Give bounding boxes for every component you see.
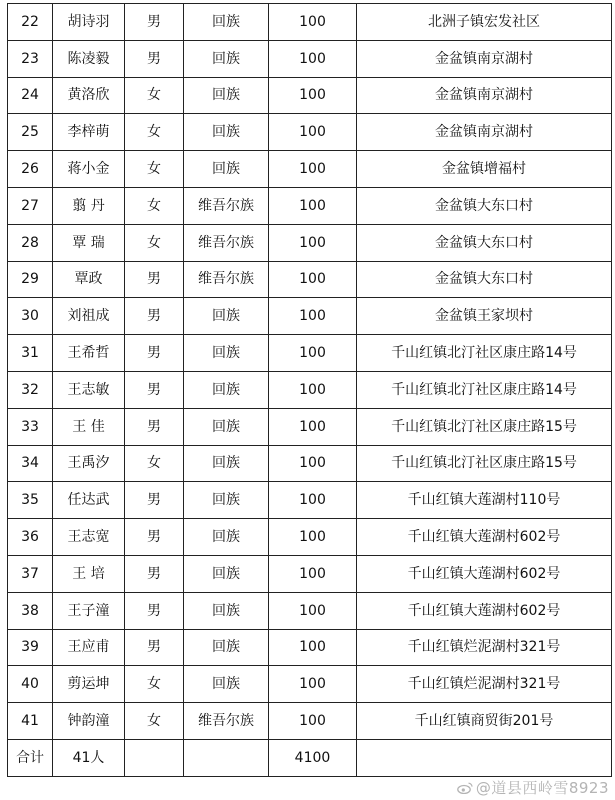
cell-no: 33 xyxy=(8,408,53,445)
cell-address: 千山红镇北汀社区康庄路15号 xyxy=(357,445,612,482)
cell-gender: 男 xyxy=(125,555,184,592)
cell-amount: 100 xyxy=(269,298,357,335)
total-label: 合计 xyxy=(8,739,53,776)
cell-no: 37 xyxy=(8,555,53,592)
cell-name: 李梓萌 xyxy=(53,114,125,151)
cell-gender: 女 xyxy=(125,666,184,703)
total-amount: 4100 xyxy=(269,739,357,776)
cell-address: 千山红镇烂泥湖村321号 xyxy=(357,666,612,703)
cell-name: 王 培 xyxy=(53,555,125,592)
cell-address: 千山红镇商贸街201号 xyxy=(357,703,612,740)
table-row xyxy=(8,4,612,41)
cell-name: 陈凌毅 xyxy=(53,40,125,77)
cell-gender: 女 xyxy=(125,187,184,224)
cell-amount: 100 xyxy=(269,666,357,703)
table-row xyxy=(8,151,612,188)
total-count: 41人 xyxy=(53,739,125,776)
cell-ethnicity: 回族 xyxy=(184,445,269,482)
weibo-icon xyxy=(457,782,473,794)
total-ethnicity xyxy=(184,739,269,776)
cell-address: 金盆镇南京湖村 xyxy=(357,114,612,151)
table-row xyxy=(8,114,612,151)
cell-address: 北洲子镇宏发社区 xyxy=(357,4,612,41)
cell-amount: 100 xyxy=(269,151,357,188)
cell-gender: 男 xyxy=(125,371,184,408)
cell-no: 29 xyxy=(8,261,53,298)
cell-amount: 100 xyxy=(269,445,357,482)
table-row xyxy=(8,261,612,298)
cell-gender: 男 xyxy=(125,261,184,298)
cell-address: 千山红镇烂泥湖村321号 xyxy=(357,629,612,666)
total-gender xyxy=(125,739,184,776)
cell-no: 24 xyxy=(8,77,53,114)
cell-no: 32 xyxy=(8,371,53,408)
cell-amount: 100 xyxy=(269,187,357,224)
cell-name: 任达武 xyxy=(53,482,125,519)
cell-name: 王志敏 xyxy=(53,371,125,408)
table-row xyxy=(8,555,612,592)
cell-amount: 100 xyxy=(269,224,357,261)
cell-gender: 女 xyxy=(125,114,184,151)
cell-ethnicity: 回族 xyxy=(184,408,269,445)
cell-address: 千山红镇北汀社区康庄路14号 xyxy=(357,335,612,372)
table-row xyxy=(8,335,612,372)
cell-no: 40 xyxy=(8,666,53,703)
cell-amount: 100 xyxy=(269,4,357,41)
cell-ethnicity: 维吾尔族 xyxy=(184,187,269,224)
cell-amount: 100 xyxy=(269,335,357,372)
cell-no: 31 xyxy=(8,335,53,372)
cell-name: 胡诗羽 xyxy=(53,4,125,41)
total-address xyxy=(357,739,612,776)
cell-name: 刘祖成 xyxy=(53,298,125,335)
cell-name: 王应甫 xyxy=(53,629,125,666)
cell-no: 25 xyxy=(8,114,53,151)
table-row xyxy=(8,482,612,519)
cell-ethnicity: 回族 xyxy=(184,519,269,556)
table-row xyxy=(8,40,612,77)
cell-address: 千山红镇大莲湖村602号 xyxy=(357,592,612,629)
cell-ethnicity: 回族 xyxy=(184,555,269,592)
cell-address: 金盆镇王家坝村 xyxy=(357,298,612,335)
cell-gender: 男 xyxy=(125,4,184,41)
watermark xyxy=(457,777,609,798)
cell-ethnicity: 回族 xyxy=(184,4,269,41)
cell-no: 26 xyxy=(8,151,53,188)
watermark-text: @道县西岭雪8923 xyxy=(475,779,609,797)
cell-name: 王 佳 xyxy=(53,408,125,445)
cell-ethnicity: 回族 xyxy=(184,335,269,372)
cell-address: 金盆镇大东口村 xyxy=(357,187,612,224)
cell-gender: 男 xyxy=(125,298,184,335)
cell-ethnicity: 回族 xyxy=(184,629,269,666)
cell-name: 王禹汐 xyxy=(53,445,125,482)
table-row xyxy=(8,298,612,335)
table-row xyxy=(8,666,612,703)
cell-ethnicity: 回族 xyxy=(184,40,269,77)
cell-name: 钟韵潼 xyxy=(53,703,125,740)
cell-address: 金盆镇增福村 xyxy=(357,151,612,188)
cell-gender: 女 xyxy=(125,151,184,188)
roster-body xyxy=(8,4,612,777)
cell-amount: 100 xyxy=(269,40,357,77)
cell-ethnicity: 维吾尔族 xyxy=(184,224,269,261)
table-row xyxy=(8,519,612,556)
cell-amount: 100 xyxy=(269,114,357,151)
cell-no: 23 xyxy=(8,40,53,77)
cell-gender: 男 xyxy=(125,335,184,372)
cell-name: 黄洛欣 xyxy=(53,77,125,114)
table-row xyxy=(8,224,612,261)
cell-name: 覃政 xyxy=(53,261,125,298)
cell-amount: 100 xyxy=(269,629,357,666)
cell-address: 千山红镇大莲湖村602号 xyxy=(357,519,612,556)
cell-name: 王志宽 xyxy=(53,519,125,556)
cell-name: 翦 丹 xyxy=(53,187,125,224)
cell-address: 千山红镇大莲湖村110号 xyxy=(357,482,612,519)
cell-no: 41 xyxy=(8,703,53,740)
cell-gender: 男 xyxy=(125,482,184,519)
table-row xyxy=(8,187,612,224)
cell-gender: 女 xyxy=(125,445,184,482)
cell-gender: 男 xyxy=(125,408,184,445)
cell-amount: 100 xyxy=(269,519,357,556)
cell-no: 22 xyxy=(8,4,53,41)
cell-ethnicity: 回族 xyxy=(184,482,269,519)
cell-address: 金盆镇大东口村 xyxy=(357,261,612,298)
cell-amount: 100 xyxy=(269,592,357,629)
table-row xyxy=(8,592,612,629)
table-row xyxy=(8,629,612,666)
cell-no: 27 xyxy=(8,187,53,224)
cell-ethnicity: 回族 xyxy=(184,298,269,335)
cell-no: 36 xyxy=(8,519,53,556)
roster-table xyxy=(7,3,612,777)
cell-name: 蒋小金 xyxy=(53,151,125,188)
cell-address: 千山红镇大莲湖村602号 xyxy=(357,555,612,592)
cell-ethnicity: 回族 xyxy=(184,114,269,151)
cell-ethnicity: 回族 xyxy=(184,666,269,703)
cell-address: 千山红镇北汀社区康庄路15号 xyxy=(357,408,612,445)
cell-no: 35 xyxy=(8,482,53,519)
cell-ethnicity: 维吾尔族 xyxy=(184,703,269,740)
cell-no: 34 xyxy=(8,445,53,482)
cell-amount: 100 xyxy=(269,77,357,114)
cell-gender: 男 xyxy=(125,592,184,629)
cell-ethnicity: 维吾尔族 xyxy=(184,261,269,298)
cell-amount: 100 xyxy=(269,555,357,592)
cell-ethnicity: 回族 xyxy=(184,371,269,408)
cell-gender: 男 xyxy=(125,629,184,666)
cell-amount: 100 xyxy=(269,408,357,445)
cell-address: 金盆镇南京湖村 xyxy=(357,40,612,77)
cell-no: 28 xyxy=(8,224,53,261)
cell-gender: 女 xyxy=(125,703,184,740)
cell-name: 剪运坤 xyxy=(53,666,125,703)
cell-ethnicity: 回族 xyxy=(184,151,269,188)
cell-amount: 100 xyxy=(269,703,357,740)
cell-no: 38 xyxy=(8,592,53,629)
table-row xyxy=(8,371,612,408)
cell-amount: 100 xyxy=(269,261,357,298)
total-row xyxy=(8,739,612,776)
cell-address: 金盆镇大东口村 xyxy=(357,224,612,261)
cell-ethnicity: 回族 xyxy=(184,592,269,629)
cell-name: 王希哲 xyxy=(53,335,125,372)
cell-no: 30 xyxy=(8,298,53,335)
cell-address: 金盆镇南京湖村 xyxy=(357,77,612,114)
cell-amount: 100 xyxy=(269,371,357,408)
cell-amount: 100 xyxy=(269,482,357,519)
cell-gender: 男 xyxy=(125,519,184,556)
cell-ethnicity: 回族 xyxy=(184,77,269,114)
cell-name: 王子潼 xyxy=(53,592,125,629)
cell-gender: 男 xyxy=(125,40,184,77)
table-row xyxy=(8,703,612,740)
cell-no: 39 xyxy=(8,629,53,666)
cell-address: 千山红镇北汀社区康庄路14号 xyxy=(357,371,612,408)
table-row xyxy=(8,408,612,445)
table-row xyxy=(8,77,612,114)
cell-gender: 女 xyxy=(125,77,184,114)
cell-name: 覃 瑞 xyxy=(53,224,125,261)
cell-gender: 女 xyxy=(125,224,184,261)
table-row xyxy=(8,445,612,482)
